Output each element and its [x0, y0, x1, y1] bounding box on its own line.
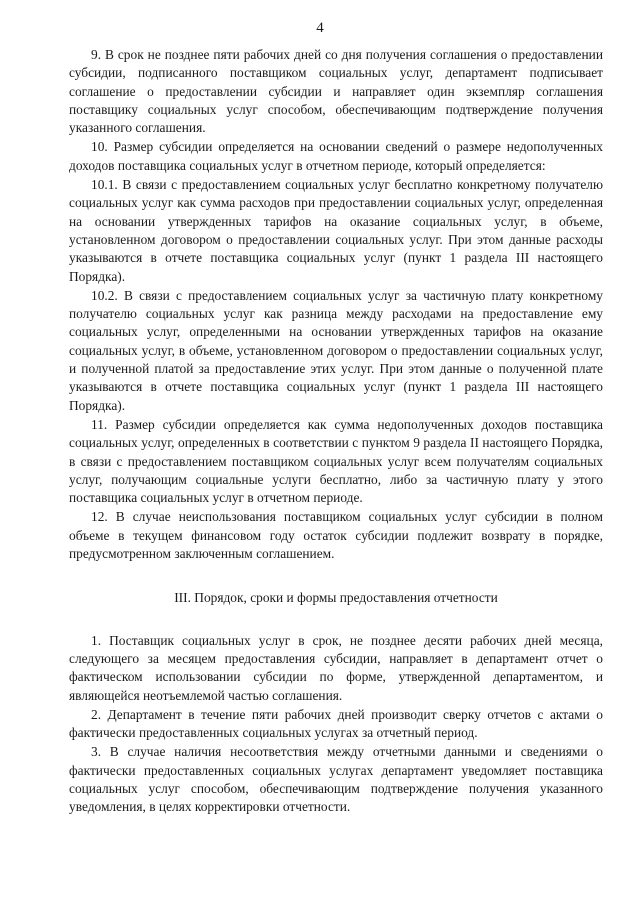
paragraph-11: 11. Размер субсидии определяется как сумма недополученных доходов поставщика социальных услуг, определенных в соответствии с пунктом 9 раздела II настоящего Порядка, в связи с предоставлением поставщиком социальных услуг всем получателям социальных услуг, получающим социальные услуги бесплатно, либо за частичную плату у этого поставщика социальных услуг в отчетном периоде.	[69, 416, 603, 506]
paragraph-10-1: 10.1. В связи с предоставлением социальных услуг бесплатно конкретному получателю социальных услуг как сумма расходов при предоставлении социальных услуг, определенная на основании утвержденных тарифов на оказание социальных услуг, в объеме, установленном договором о предоставлении социальных услуг. При этом данные расходы указываются в отчете поставщика социальных услуг (пункт 1 раздела III настоящего Порядка).	[69, 177, 603, 284]
paragraph-10: 10. Размер субсидии определяется на основании сведений о размере недополученных доходов поставщика социальных услуг в отчетном периоде, который определяется:	[69, 139, 603, 173]
paragraph-9: 9. В срок не позднее пяти рабочих дней со дня получения соглашения о предоставлении субсидии, подписанного поставщиком социальных услуг, департамент подписывает соглашение о предоставлении субсидии и направляет один экземпляр соглашения поставщику социальных услуг способом, обеспечивающим подтверждение получения указанного соглашения.	[69, 47, 603, 136]
section-title: III. Порядок, сроки и формы предоставления отчетности	[174, 590, 498, 606]
paragraph-12: 12. В случае неиспользования поставщиком социальных услуг субсидии в полном объеме в текущем финансовом году остаток субсидии подлежит возврату в порядке, предусмотренном заключенным соглашением.	[69, 509, 603, 562]
paragraph-10-2: 10.2. В связи с предоставлением социальных услуг за частичную плату конкретному получателю социальных услуг как разница между расходами на предоставление ему социальных услуг, определенными на основании утвержденных тарифов на оказание социальных услуг, в объеме, установленном договором о предоставлении социальных услуг, и полученной платой за предоставление этих услуг. При этом данные о полученной плате указываются в отчете поставщика социальных услуг (пункт 1 раздела III настоящего Порядка).	[69, 287, 603, 413]
page-number: 4	[316, 20, 324, 36]
document-body	[69, 46, 603, 817]
section-3-paragraph-1: 1. Поставщик социальных услуг в срок, не позднее десяти рабочих дней месяца, следующего за месяцем предоставления субсидии, направляет в департамент отчет о фактическом использовании субсидии по форме, утвержденной департаментом, и являющейся неотъемлемой частью соглашения.	[69, 632, 603, 703]
section-3-paragraph-3: 3. В случае наличия несоответствия между отчетными данными и сведениями о фактически предоставленных социальных услугах департамент уведомляет поставщика социальных услуг способом, обеспечивающим подтверждение получения указанного уведомления, в целях корректировки отчетности.	[69, 744, 603, 815]
section-3-paragraph-2: 2. Департамент в течение пяти рабочих дней производит сверку отчетов с актами о фактически предоставленных социальных услугах за отчетный период.	[69, 706, 603, 741]
